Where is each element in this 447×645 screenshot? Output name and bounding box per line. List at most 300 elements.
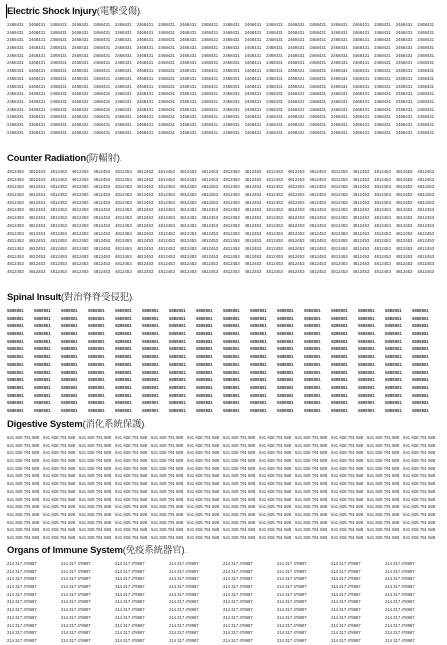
code-text: 5888881 (358, 338, 375, 344)
code-text: 2468431 (374, 129, 391, 135)
code-row (7, 260, 439, 268)
code-text: 214 317 4*8987 (61, 614, 91, 620)
code-text: 2468431 (28, 83, 46, 89)
code-text: 5888881 (223, 323, 240, 329)
code-text: 5888881 (196, 377, 213, 383)
code-row (7, 176, 439, 184)
code-text: 214 317 4*8987 (169, 614, 199, 620)
code-text: 2468431 (244, 83, 262, 89)
code-text: 4812453 (71, 222, 89, 228)
code-text: 4812453 (287, 207, 305, 213)
code-text: 541 828 791 588 (259, 465, 292, 471)
code-text: 4812453 (136, 169, 154, 174)
code-text: 214 317 4*8987 (61, 584, 91, 590)
code-text: 541 828 791 588 (79, 488, 112, 494)
code-text: 4812453 (179, 268, 197, 274)
code-text: 5888881 (88, 384, 105, 390)
code-text: 4812453 (93, 215, 111, 221)
code-text: 2468431 (352, 45, 370, 51)
code-row (7, 606, 439, 614)
code-text: 541 828 791 588 (223, 527, 256, 533)
code-text: 2468431 (266, 121, 283, 127)
code-text: 2468431 (71, 129, 89, 135)
code-text: 2468431 (287, 98, 305, 104)
code-text: 5888881 (412, 331, 429, 337)
code-text: 541 828 791 588 (79, 458, 112, 464)
code-text: 541 828 791 588 (331, 481, 364, 487)
code-text: 4812453 (28, 230, 46, 236)
code-text: 2468431 (395, 52, 413, 58)
code-text: 4812453 (179, 261, 197, 267)
code-text: 5888881 (34, 354, 51, 360)
code-text: 2468431 (7, 98, 24, 104)
code-text: 214 317 4*8987 (115, 568, 145, 574)
code-text: 4812453 (28, 199, 46, 205)
code-text: 2468431 (179, 37, 197, 43)
code-text: 4812453 (374, 222, 391, 228)
code-text: 5888881 (385, 346, 402, 352)
code-text: 4812453 (222, 268, 240, 274)
code-text: 214 317 4*8987 (61, 599, 91, 605)
code-text: 4812453 (266, 176, 283, 182)
code-text: 2468431 (417, 121, 435, 127)
code-text: 2468431 (179, 29, 197, 35)
code-text: 2468431 (136, 75, 154, 81)
code-text: 2468431 (136, 98, 154, 104)
code-text: 541 828 791 588 (7, 481, 40, 487)
code-row (7, 637, 439, 645)
code-text: 541 828 791 588 (295, 435, 328, 440)
code-text: 2468431 (28, 75, 46, 81)
code-row (7, 434, 439, 442)
code-text: 541 828 791 588 (259, 511, 292, 517)
code-text: 214 317 4*8987 (277, 622, 307, 628)
code-text: 214 317 4*8987 (169, 599, 199, 605)
code-text: 214 317 4*8987 (7, 614, 37, 620)
code-text: 4812453 (244, 268, 262, 274)
code-text: 2468431 (222, 45, 240, 51)
code-text: 5888881 (88, 338, 105, 344)
code-text: 541 828 791 588 (223, 450, 256, 456)
code-text: 2468431 (395, 83, 413, 89)
code-text: 214 317 4*8987 (7, 637, 37, 643)
code-text: 4812453 (287, 268, 305, 274)
code-text: 2468431 (93, 75, 111, 81)
code-text: 4812453 (28, 169, 46, 174)
code-text: 5888881 (34, 308, 51, 313)
code-text: 5888881 (223, 346, 240, 352)
code-text: 4812453 (374, 199, 391, 205)
code-text: 2468431 (28, 98, 46, 104)
code-text: 4812453 (93, 253, 111, 259)
code-text: 541 828 791 588 (295, 519, 328, 525)
code-text: 5888881 (277, 407, 294, 413)
paragraph-mark: . (144, 422, 146, 429)
code-text: 2468431 (114, 60, 132, 66)
code-text: 541 828 791 588 (259, 488, 292, 494)
code-text: 4812453 (287, 230, 305, 236)
code-row (7, 488, 439, 496)
code-text: 4812453 (201, 253, 219, 259)
code-text: 214 317 4*8987 (277, 568, 307, 574)
heading-chinese: (消化系統保護) (82, 419, 145, 430)
code-text: 5888881 (7, 361, 24, 367)
code-text: 5888881 (61, 354, 78, 360)
code-text: 4812453 (352, 245, 370, 251)
code-text: 541 828 791 588 (187, 519, 220, 525)
code-text: 541 828 791 588 (115, 488, 148, 494)
code-text: 5888881 (115, 323, 132, 329)
code-text: 5888881 (196, 308, 213, 313)
code-text: 5888881 (385, 400, 402, 406)
code-text: 2468431 (158, 106, 175, 112)
code-text: 4812453 (222, 222, 240, 228)
code-text: 5888881 (7, 377, 24, 383)
code-text: 214 317 4*8987 (331, 568, 361, 574)
code-text: 541 828 791 588 (259, 442, 292, 448)
code-text: 214 317 4*8987 (169, 568, 199, 574)
code-text: 4812453 (374, 230, 391, 236)
code-text: 5888881 (223, 392, 240, 398)
code-text: 4812453 (417, 268, 435, 274)
section-heading (7, 6, 439, 17)
code-text: 541 828 791 588 (403, 527, 436, 533)
code-text: 2468431 (50, 121, 67, 127)
code-text: 4812453 (201, 268, 219, 274)
code-text: 5888881 (196, 346, 213, 352)
code-text: 2468431 (330, 91, 348, 97)
paragraph-mark: . (131, 295, 134, 302)
code-row (7, 206, 439, 214)
code-text: 541 828 791 588 (43, 488, 76, 494)
code-text: 5888881 (223, 315, 240, 321)
code-text: 4812453 (28, 207, 46, 213)
code-row (7, 268, 439, 276)
code-text: 2468431 (266, 60, 283, 66)
code-text: 5888881 (7, 354, 24, 360)
code-row (7, 457, 439, 465)
code-row (7, 52, 439, 60)
code-text: 541 828 791 588 (223, 511, 256, 517)
code-text: 4812453 (93, 192, 111, 198)
code-text: 214 317 4*8987 (61, 637, 91, 643)
code-text: 541 828 791 588 (331, 458, 364, 464)
code-text: 214 317 4*8987 (115, 584, 145, 590)
code-text: 5888881 (385, 354, 402, 360)
code-text: 5888881 (169, 369, 186, 375)
code-text: 4812453 (136, 192, 154, 198)
code-text: 5888881 (223, 400, 240, 406)
code-text: 5888881 (61, 315, 78, 321)
code-text: 2468431 (158, 22, 175, 27)
code-text: 4812453 (114, 268, 132, 274)
code-text: 4812453 (352, 222, 370, 228)
code-text: 541 828 791 588 (187, 511, 220, 517)
code-text: 4812453 (244, 245, 262, 251)
code-text: 2468431 (201, 37, 219, 43)
code-text: 4812453 (417, 207, 435, 213)
code-text: 5888881 (223, 338, 240, 344)
code-text: 5888881 (7, 400, 24, 406)
heading-english: Electric Shock Injury (7, 6, 97, 17)
code-text: 541 828 791 588 (115, 496, 148, 502)
code-text: 2468431 (71, 106, 89, 112)
code-text: 5888881 (169, 384, 186, 390)
code-text: 4812453 (309, 199, 327, 205)
code-text: 214 317 4*8987 (331, 599, 361, 605)
code-row (7, 253, 439, 261)
code-text: 5888881 (142, 346, 159, 352)
code-text: 2468431 (71, 91, 89, 97)
code-text: 541 828 791 588 (7, 465, 40, 471)
code-text: 5888881 (277, 354, 294, 360)
code-text: 2468431 (7, 114, 24, 120)
code-text: 4812453 (50, 222, 67, 228)
code-text: 4812453 (244, 199, 262, 205)
code-text: 2468431 (179, 98, 197, 104)
code-text: 5888881 (142, 315, 159, 321)
code-text: 214 317 4*8987 (331, 630, 361, 636)
code-text: 5888881 (250, 407, 267, 413)
code-text: 4812453 (179, 253, 197, 259)
code-text: 2468431 (201, 29, 219, 35)
code-text: 2468431 (287, 52, 305, 58)
code-text: 2468431 (7, 29, 24, 35)
code-text: 4812453 (266, 192, 283, 198)
code-text: 541 828 791 588 (403, 473, 436, 479)
code-text: 2468431 (352, 22, 370, 27)
code-text: 4812453 (266, 230, 283, 236)
code-text: 5888881 (7, 331, 24, 337)
code-text: 4812453 (222, 230, 240, 236)
code-text: 541 828 791 588 (223, 488, 256, 494)
code-text: 541 828 791 588 (79, 519, 112, 525)
code-text: 5888881 (169, 331, 186, 337)
code-text: 2468431 (114, 68, 132, 74)
code-text: 4812453 (266, 268, 283, 274)
code-text: 5888881 (250, 369, 267, 375)
code-text: 5888881 (385, 331, 402, 337)
code-row (7, 168, 439, 176)
code-text: 2468431 (93, 52, 111, 58)
code-text: 5888881 (277, 377, 294, 383)
code-text: 2468431 (330, 37, 348, 43)
code-text: 541 828 791 588 (79, 442, 112, 448)
code-text: 2468431 (417, 37, 435, 43)
code-text: 5888881 (61, 400, 78, 406)
code-text: 541 828 791 588 (295, 488, 328, 494)
code-text: 541 828 791 588 (7, 504, 40, 510)
code-text: 2468431 (374, 114, 391, 120)
code-text: 5888881 (304, 400, 321, 406)
code-text: 5888881 (277, 338, 294, 344)
code-text: 541 828 791 588 (223, 473, 256, 479)
code-text: 4812453 (417, 176, 435, 182)
code-text: 2468431 (374, 37, 391, 43)
code-row (7, 622, 439, 630)
code-text: 4812453 (114, 192, 132, 198)
code-text: 541 828 791 588 (259, 519, 292, 525)
code-text: 541 828 791 588 (259, 450, 292, 456)
code-text: 5888881 (250, 331, 267, 337)
code-row (7, 75, 439, 83)
code-text: 2468431 (93, 106, 111, 112)
code-text: 2468431 (93, 121, 111, 127)
code-text: 214 317 4*8987 (277, 630, 307, 636)
code-text: 5888881 (115, 331, 132, 337)
code-text: 5888881 (250, 400, 267, 406)
code-text: 5888881 (250, 315, 267, 321)
code-text: 541 828 791 588 (403, 442, 436, 448)
code-text: 2468431 (201, 75, 219, 81)
code-text: 541 828 791 588 (403, 519, 436, 525)
code-text: 541 828 791 588 (295, 442, 328, 448)
code-text: 5888881 (385, 338, 402, 344)
code-text: 5888881 (250, 338, 267, 344)
code-text: 2468431 (330, 22, 348, 27)
heading-english: Counter Radiation (7, 153, 86, 164)
code-text: 2468431 (114, 83, 132, 89)
code-text: 4812453 (244, 261, 262, 267)
code-text: 5888881 (331, 354, 348, 360)
code-text: 4812453 (93, 184, 111, 190)
code-text: 2468431 (136, 29, 154, 35)
code-text: 214 317 4*8987 (7, 584, 37, 590)
code-text: 214 317 4*8987 (169, 607, 199, 613)
code-text: 541 828 791 588 (151, 465, 184, 471)
code-row (7, 44, 439, 52)
code-text: 2468431 (50, 29, 67, 35)
code-text: 214 317 4*8987 (223, 607, 253, 613)
code-text: 5888881 (7, 346, 24, 352)
code-text: 4812453 (417, 192, 435, 198)
code-text: 5888881 (169, 354, 186, 360)
code-text: 4812453 (244, 176, 262, 182)
code-text: 214 317 4*8987 (61, 576, 91, 582)
code-text: 4812453 (395, 184, 413, 190)
code-text: 4812453 (50, 176, 67, 182)
code-text: 4812453 (222, 192, 240, 198)
code-text: 4812453 (158, 222, 175, 228)
code-text: 4812453 (374, 176, 391, 182)
code-text: 4812453 (330, 230, 348, 236)
code-text: 2468431 (395, 114, 413, 120)
code-text: 2468431 (50, 75, 67, 81)
code-text: 541 828 791 588 (43, 442, 76, 448)
code-text: 2468431 (244, 29, 262, 35)
code-row (7, 191, 439, 199)
code-text: 5888881 (88, 361, 105, 367)
code-text: 5888881 (250, 384, 267, 390)
code-text: 4812453 (136, 230, 154, 236)
code-text: 541 828 791 588 (367, 511, 400, 517)
code-text: 5888881 (196, 361, 213, 367)
code-text: 2468431 (158, 114, 175, 120)
code-text: 214 317 4*8987 (277, 576, 307, 582)
code-text: 4812453 (266, 261, 283, 267)
code-text: 4812453 (352, 184, 370, 190)
code-text: 5888881 (277, 384, 294, 390)
code-text: 4812453 (136, 261, 154, 267)
code-text: 2468431 (222, 121, 240, 127)
code-text: 5888881 (331, 346, 348, 352)
code-text: 2468431 (136, 45, 154, 51)
code-text: 214 317 4*8987 (223, 576, 253, 582)
code-text: 4812453 (136, 222, 154, 228)
code-text: 2468431 (417, 45, 435, 51)
code-text: 2468431 (266, 45, 283, 51)
code-text: 4812453 (330, 184, 348, 190)
code-text: 541 828 791 588 (115, 450, 148, 456)
code-text: 541 828 791 588 (223, 442, 256, 448)
code-text: 2468431 (417, 52, 435, 58)
code-text: 214 317 4*8987 (223, 599, 253, 605)
code-text: 5888881 (358, 315, 375, 321)
code-text: 4812453 (352, 261, 370, 267)
code-text: 4812453 (28, 261, 46, 267)
code-text: 4812453 (201, 184, 219, 190)
code-text: 2468431 (330, 68, 348, 74)
code-text: 541 828 791 588 (295, 527, 328, 533)
code-text: 541 828 791 588 (79, 527, 112, 533)
code-row (7, 575, 439, 583)
code-text: 4812453 (395, 215, 413, 221)
code-text: 4812453 (7, 199, 24, 205)
code-text: 4812453 (395, 199, 413, 205)
code-text: 2468431 (136, 22, 154, 27)
code-text: 4812453 (201, 199, 219, 205)
code-text: 2468431 (374, 52, 391, 58)
code-text: 4812453 (309, 253, 327, 259)
code-text: 5888881 (88, 315, 105, 321)
code-text: 2468431 (179, 60, 197, 66)
code-text: 5888881 (115, 346, 132, 352)
code-text: 4812453 (266, 245, 283, 251)
code-text: 4812453 (71, 184, 89, 190)
code-row (7, 519, 439, 527)
code-row (7, 496, 439, 504)
code-text: 541 828 791 588 (79, 450, 112, 456)
code-row (7, 36, 439, 44)
code-row (7, 83, 439, 91)
code-text: 2468431 (50, 129, 67, 135)
code-text: 5888881 (304, 377, 321, 383)
code-text: 5888881 (34, 331, 51, 337)
code-text: 214 317 4*8987 (115, 637, 145, 643)
code-text: 5888881 (169, 407, 186, 413)
code-text: 4812453 (395, 169, 413, 174)
code-text: 2468431 (222, 83, 240, 89)
code-text: 541 828 791 588 (187, 488, 220, 494)
code-text: 5888881 (277, 392, 294, 398)
code-text: 2468431 (244, 98, 262, 104)
code-text: 5888881 (412, 384, 429, 390)
code-text: 4812453 (395, 268, 413, 274)
code-text: 214 317 4*8987 (385, 607, 415, 613)
code-text: 214 317 4*8987 (115, 599, 145, 605)
code-text: 5888881 (61, 407, 78, 413)
code-text: 2468431 (417, 22, 435, 27)
code-text: 541 828 791 588 (223, 465, 256, 471)
code-text: 2468431 (374, 98, 391, 104)
code-text: 5888881 (61, 308, 78, 313)
code-text: 541 828 791 588 (187, 465, 220, 471)
code-text: 5888881 (358, 377, 375, 383)
code-text: 4812453 (179, 238, 197, 244)
code-text: 541 828 791 588 (151, 527, 184, 533)
code-text: 4812453 (201, 169, 219, 174)
code-text: 541 828 791 588 (295, 465, 328, 471)
